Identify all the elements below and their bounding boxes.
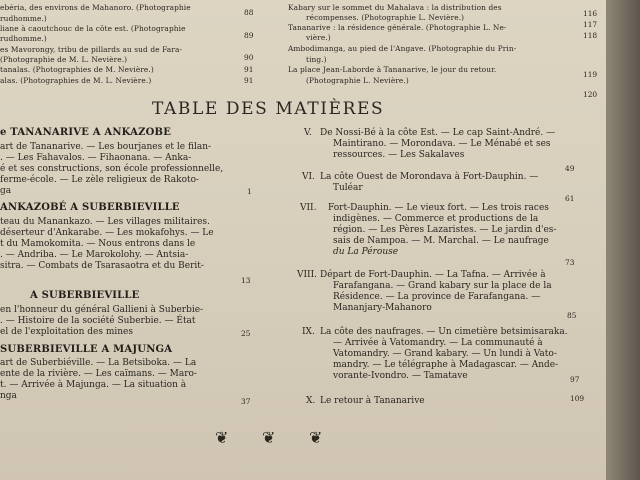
illus-left-page: 89	[244, 31, 254, 40]
chapter-line: Résidence. — La province de Farafangana. —	[333, 292, 541, 302]
fleuron-ornament: ❦	[215, 428, 229, 447]
section-page-number: 37	[241, 397, 251, 406]
section-line: art de Tananarive. — Les bourjanes et le filan-	[0, 142, 212, 152]
section-line: ente de la rivière. — Les caïmans. — Maro-	[0, 369, 197, 379]
chapter-line: — Arrivée à Vatomandry. — La communauté à	[333, 338, 543, 348]
section-line: t. — Arrivée à Majunga. — La situation à	[0, 380, 187, 390]
chapter-page-number: 61	[565, 194, 575, 203]
illus-left-line: rudhomme.)	[0, 14, 47, 23]
section-line: . — Les Fahavalos. — Fihaonana. — Anka-	[0, 153, 192, 163]
illus-right-line: Ambodimanga, au pied de l'Angave. (Photographie du Prin-	[288, 44, 517, 53]
chapter-line: Fort-Dauphin. — Le vieux fort. — Les trois races	[328, 203, 549, 213]
chapter-line: De Nossi-Bé à la côte Est. — Le cap Saint-André. —	[320, 128, 556, 138]
chapter-line: sais de Nampoa. — M. Marchal. — Le naufrage	[333, 236, 549, 246]
chapter-line: ressources. — Les Sakalaves	[333, 150, 465, 160]
illus-left-line: rudhomme.)	[0, 34, 47, 43]
chapter-number: VI.	[302, 172, 315, 182]
section-line: t du Mamokomita. — Nous entrons dans le	[0, 239, 196, 249]
illus-left-line: ebéria, des environs de Mahanoro. (Photographie	[0, 3, 191, 12]
illus-left-page: 88	[244, 8, 254, 17]
illus-left-line: (Photographie de M. L. Nevière.)	[0, 55, 128, 64]
chapter-number: V.	[304, 128, 312, 138]
section-line: ga	[0, 186, 12, 196]
illus-right-page: 117	[583, 20, 598, 29]
chapter-line: région. — Les Pères Lazaristes. — Le jardin d'es-	[333, 225, 557, 235]
chapter-page-number: 49	[565, 164, 575, 173]
chapter-line: Vatomandry. — Grand kabary. — Un lundi à Vato-	[333, 349, 557, 359]
section-line: art de Suberbiéville. — La Betsiboka. — La	[0, 358, 197, 368]
page-title: TABLE DES MATIÈRES	[152, 99, 385, 119]
book-gutter	[606, 0, 640, 480]
section-line: sitra. — Combats de Tsarasaotra et du Berit-	[0, 261, 204, 271]
illus-right-page: 116	[583, 9, 598, 18]
chapter-line: mandry. — Le télégraphe à Madagascar. — Ande-	[333, 360, 559, 370]
chapter-line: Farafangana. — Grand kabary sur la place de la	[333, 281, 552, 291]
section-heading: ANKAZOBÉ A SUBERBIEVILLE	[0, 202, 180, 213]
section-line: . — Histoire de la société Suberbie. — État	[0, 316, 196, 326]
chapter-line: Tuléar	[333, 183, 363, 193]
illus-right-page: 118	[583, 31, 598, 40]
chapter-number: X.	[306, 396, 316, 406]
illus-right-line: Tananarive : la résidence générale. (Photographie L. Ne-	[288, 23, 507, 32]
illus-right-line: récompenses. (Photographie L. Nevière.)	[306, 13, 465, 22]
chapter-line: du La Pérouse	[333, 247, 399, 257]
chapter-page-number: 97	[570, 375, 580, 384]
illus-right-line: vière.)	[306, 33, 331, 42]
section-line: el de l'exploitation des mines	[0, 327, 133, 337]
illus-left-page: 91	[244, 65, 254, 74]
section-line: nga	[0, 391, 17, 401]
section-line: en l'honneur du général Gallieni à Suberbie-	[0, 305, 204, 315]
illus-left-line: tanalas. (Photographies de M. Nevière.)	[0, 65, 154, 74]
section-page-number: 1	[247, 187, 252, 196]
chapter-line: Mananjary-Mahanoro	[333, 303, 432, 313]
chapter-line: Le retour à Tananarive	[320, 396, 425, 406]
illus-right-page: 120	[583, 90, 598, 99]
illus-left-line: es Mavorongy, tribu de pillards au sud de Fara-	[0, 45, 183, 54]
fleuron-ornament: ❦	[262, 428, 276, 447]
section-line: . — Andriba. — Le Marokolohy. — Antsia-	[0, 250, 189, 260]
section-line: déserteur d'Ankarabe. — Les mokafohys. — Le	[0, 228, 214, 238]
chapter-number: VIII.	[297, 270, 318, 280]
chapter-page-number: 109	[570, 394, 585, 403]
section-line: ferme-école. — Le zèle religieux de Rakoto-	[0, 175, 200, 185]
section-heading: e TANANARIVE A ANKAZOBE	[0, 127, 172, 138]
illus-left-line: liane à caoutchouc de la côte est. (Photographie	[0, 24, 186, 33]
section-line: é et ses constructions, son école professionnelle,	[0, 164, 224, 174]
section-heading: A SUBERBIEVILLE	[30, 290, 140, 301]
illus-left-page: 90	[244, 53, 254, 62]
chapter-number: VII.	[300, 203, 317, 213]
chapter-page-number: 85	[567, 311, 577, 320]
section-page-number: 25	[241, 329, 251, 338]
chapter-page-number: 73	[565, 258, 575, 267]
chapter-line: La côte des naufrages. — Un cimetière betsimisaraka.	[320, 327, 568, 337]
illus-right-line: ting.)	[306, 55, 327, 64]
illus-right-page: 119	[583, 70, 598, 79]
section-page-number: 13	[241, 276, 251, 285]
illus-left-line: alas. (Photographies de M. L. Nevière.)	[0, 76, 152, 85]
fleuron-ornament: ❦	[309, 428, 323, 447]
chapter-line: Départ de Fort-Dauphin. — La Tafna. — Arrivée à	[320, 270, 546, 280]
illus-left-page: 91	[244, 76, 254, 85]
illus-right-line: La place Jean-Laborde à Tananarive, le jour du retour.	[288, 65, 497, 74]
chapter-number: IX.	[302, 327, 315, 337]
illus-right-line: Kabary sur le sommet du Mahalava : la distribution des	[288, 3, 502, 12]
chapter-line: indigènes. — Commerce et productions de la	[333, 214, 539, 224]
chapter-line: vorante-Ivondro. — Tamatave	[333, 371, 468, 381]
chapter-line: Maintirano. — Morondava. — Le Ménabé et ses	[333, 139, 551, 149]
section-line: teau du Manankazo. — Les villages militaires.	[0, 217, 210, 227]
section-heading: SUBERBIEVILLE A MAJUNGA	[0, 344, 173, 355]
chapter-line: La côte Ouest de Morondava à Fort-Dauphin. —	[320, 172, 539, 182]
illus-right-line: (Photographie L. Nevière.)	[306, 76, 409, 85]
